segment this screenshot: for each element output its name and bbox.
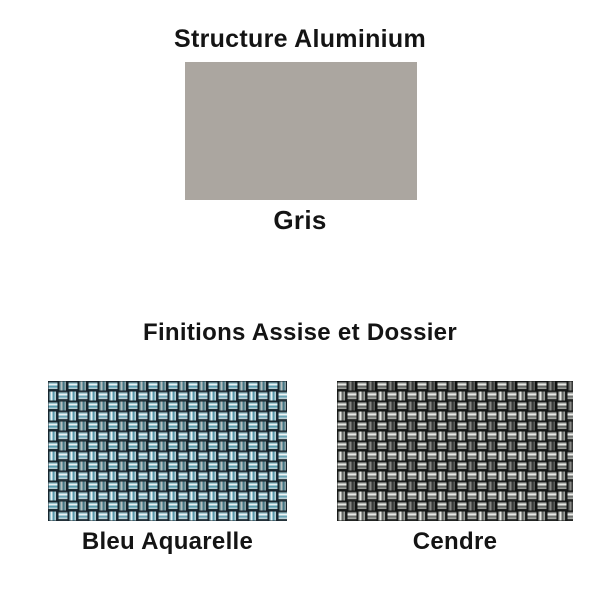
structure-swatch-label: Gris (273, 205, 327, 235)
cendre-weave-fill (337, 381, 573, 521)
fabric-swatch-label-bleu-aquarelle: Bleu Aquarelle (81, 528, 254, 555)
gris-color-fill (185, 62, 417, 200)
bleu-aquarelle-weave-texture (48, 381, 287, 521)
structure-section-title: Structure Aluminium (173, 25, 426, 53)
fabric-swatch-label-cendre: Cendre (412, 528, 498, 555)
gris-color-sample (185, 62, 417, 200)
structure-swatch-gris[interactable] (185, 62, 417, 200)
fabric-swatch-cendre[interactable] (337, 381, 573, 521)
cendre-weave-texture (337, 381, 573, 521)
fabric-swatch-bleu-aquarelle[interactable] (48, 381, 287, 521)
bleu-aquarelle-weave-fill (48, 381, 287, 521)
finitions-section-title: Finitions Assise et Dossier (143, 319, 457, 346)
